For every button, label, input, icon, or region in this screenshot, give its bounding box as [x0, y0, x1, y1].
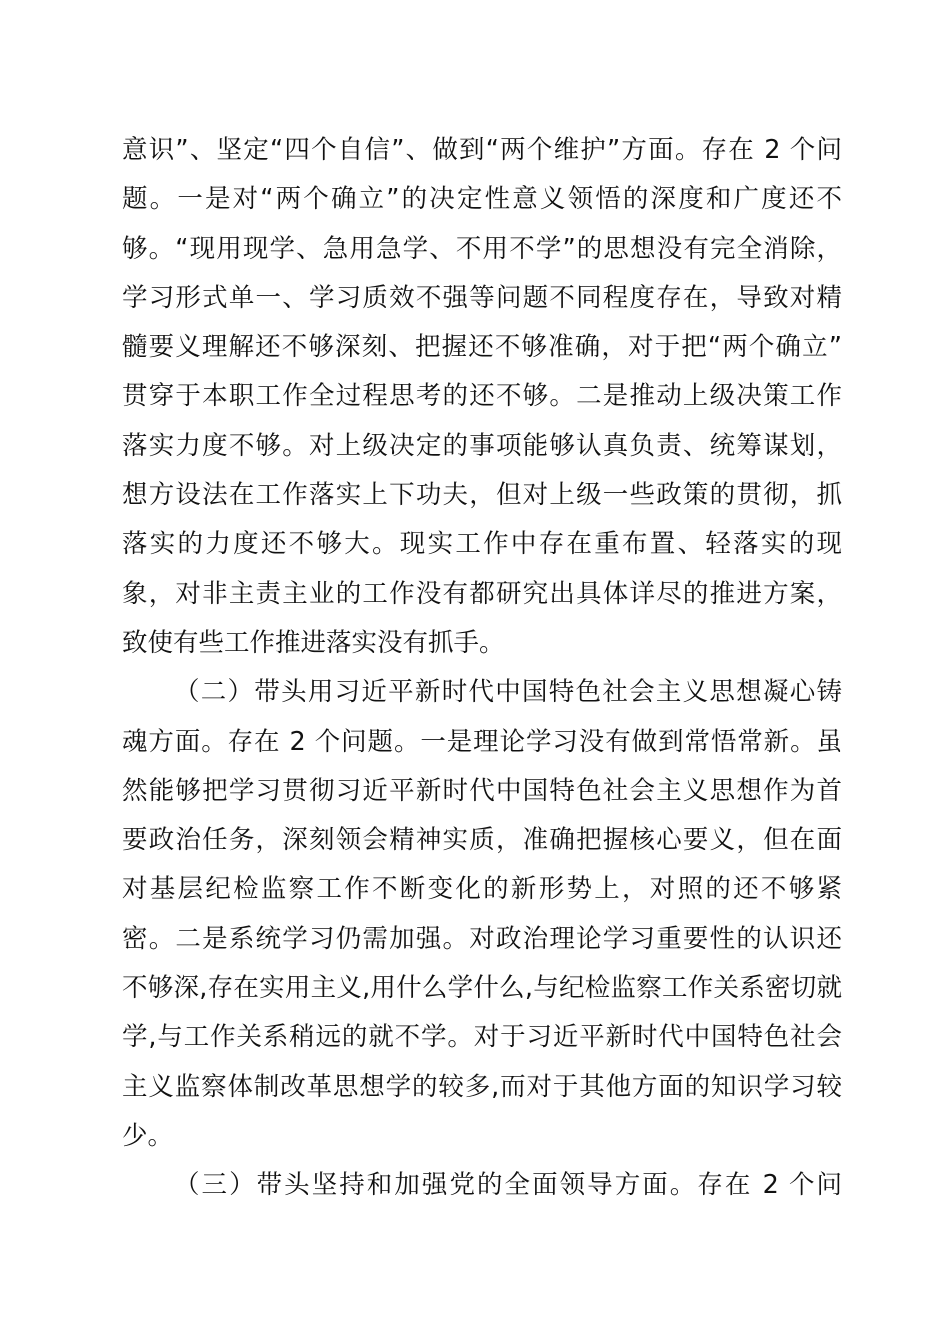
text-line: 髓要义理解还不够深刻、把握还不够准确，对于把“两个确立”	[122, 332, 842, 363]
text-line: 学,与工作关系稍远的就不学。对于习近平新时代中国特色社会	[122, 1022, 842, 1053]
body-text	[122, 126, 842, 1211]
text-line: 对基层纪检监察工作不断变化的新形势上，对照的还不够紧	[122, 874, 842, 905]
text-line: 落实的力度还不够大。现实工作中存在重布置、轻落实的现	[122, 529, 842, 560]
text-line: 落实力度不够。对上级决定的事项能够认真负责、统筹谋划，	[122, 430, 842, 461]
section-heading-line: （二）带头用习近平新时代中国特色社会主义思想凝心铸	[174, 677, 842, 708]
text-line: 够。“现用现学、急用急学、不用不学”的思想没有完全消除，	[122, 233, 842, 264]
text-line: 贯穿于本职工作全过程思考的还不够。二是推动上级决策工作	[122, 381, 842, 412]
text-line: 意识”、坚定“四个自信”、做到“两个维护”方面。存在 2 个问	[122, 135, 842, 165]
text-line: 主义监察体制改革思想学的较多,而对于其他方面的知识学习较	[122, 1071, 842, 1102]
text-line: 想方设法在工作落实上下功夫，但对上级一些政策的贯彻，抓	[122, 480, 842, 511]
section-heading-line: （三）带头坚持和加强党的全面领导方面。存在 2 个问	[174, 1170, 842, 1201]
text-line: 密。二是系统学习仍需加强。对政治理论学习重要性的认识还	[122, 923, 842, 954]
text-line: 题。一是对“两个确立”的决定性意义领悟的深度和广度还不	[122, 184, 842, 215]
text-line: 少。	[122, 1120, 174, 1151]
text-line: 不够深,存在实用主义,用什么学什么,与纪检监察工作关系密切就	[122, 973, 842, 1004]
text-line: 象，对非主责主业的工作没有都研究出具体详尽的推进方案，	[122, 578, 842, 609]
text-line: 魂方面。存在 2 个问题。一是理论学习没有做到常悟常新。虽	[122, 726, 842, 757]
text-line: 要政治任务，深刻领会精神实质，准确把握核心要义，但在面	[122, 825, 842, 856]
text-line: 致使有些工作推进落实没有抓手。	[122, 627, 505, 658]
text-line: 学习形式单一、学习质效不强等问题不同程度存在，导致对精	[122, 282, 842, 313]
text-line: 然能够把学习贯彻习近平新时代中国特色社会主义思想作为首	[122, 775, 842, 806]
